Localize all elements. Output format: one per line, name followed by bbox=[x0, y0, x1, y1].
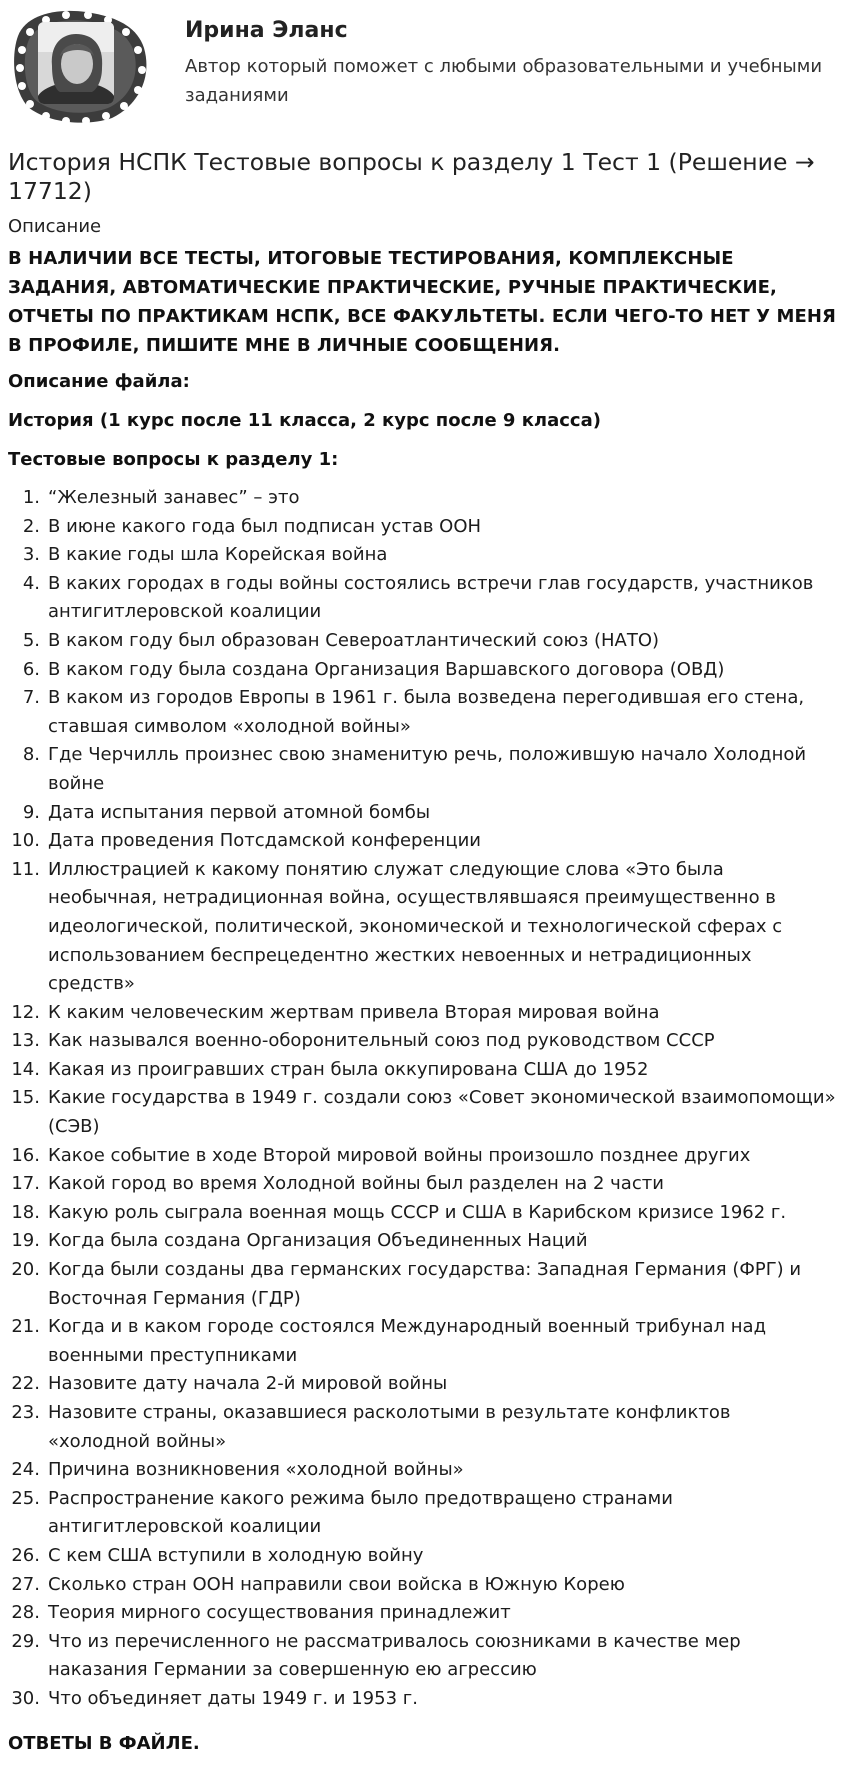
question-text: “Железный занавес” – это bbox=[48, 487, 300, 508]
question-number: 2. bbox=[22, 515, 40, 537]
question-text: В каких городах в годы войны состоялись встречи глав государств, участников антигитлеровской коалиции bbox=[48, 572, 814, 623]
question-item bbox=[8, 684, 838, 741]
question-item bbox=[8, 1599, 838, 1628]
question-number: 9. bbox=[22, 801, 40, 823]
question-text: Что из перечисленного не рассматривалось союзниками в качестве мер наказания Германии за совершенную ею агрессию bbox=[48, 1630, 741, 1681]
question-item bbox=[8, 541, 838, 570]
question-item bbox=[8, 1399, 838, 1456]
question-list bbox=[8, 484, 838, 1714]
section-label: Тестовые вопросы к разделу 1: bbox=[8, 449, 339, 470]
question-item bbox=[8, 827, 838, 856]
question-text: В каком из городов Европы в 1961 г. была возведена перегодившая его стена, ставшая символом «холодной войны» bbox=[48, 687, 805, 737]
question-number: 8. bbox=[22, 744, 40, 766]
question-text: Сколько стран ООН направили свои войска в Южную Корею bbox=[48, 1573, 625, 1595]
question-number: 5. bbox=[22, 629, 40, 651]
question-item bbox=[8, 1256, 838, 1313]
question-text: Причина возникновения «холодной войны» bbox=[48, 1459, 464, 1481]
question-number: 29. bbox=[11, 1630, 40, 1652]
question-number: 26. bbox=[11, 1544, 40, 1566]
question-item bbox=[8, 1542, 838, 1571]
question-number: 7. bbox=[22, 687, 40, 709]
question-number: 19. bbox=[11, 1230, 40, 1252]
question-item bbox=[8, 1370, 838, 1399]
question-text: Назовите дату начала 2-й мировой войны bbox=[48, 1373, 448, 1395]
question-text: Какие государства в 1949 г. создали союз «Совет экономической взаимопомощи» (СЭВ) bbox=[48, 1087, 836, 1138]
question-text: Иллюстрацией к какому понятию служат следующие слова «Это была необычная, нетрадиционная война, осуществлявшаяся преимущественно в идеологической, политической, экономической и технологической сферах с использованием беспрецедентно жестких невоенных и нетрадиционных средств» bbox=[48, 858, 783, 995]
question-text: Когда были созданы два германских государства: Западная Германия (ФРГ) и Восточная Германия (ГДР) bbox=[48, 1259, 802, 1309]
question-item bbox=[8, 1571, 838, 1600]
question-number: 11. bbox=[11, 858, 40, 880]
question-number: 10. bbox=[11, 830, 40, 852]
question-item bbox=[8, 1199, 838, 1228]
question-number: 15. bbox=[11, 1087, 40, 1109]
question-item bbox=[8, 656, 838, 685]
question-number: 1. bbox=[22, 487, 40, 508]
question-number: 25. bbox=[11, 1487, 40, 1509]
question-item bbox=[8, 1227, 838, 1256]
question-item bbox=[8, 1056, 838, 1085]
question-item bbox=[8, 1084, 838, 1141]
course-line: История (1 курс после 11 класса, 2 курс после 9 класса) bbox=[8, 410, 601, 431]
notice-text: В НАЛИЧИИ ВСЕ ТЕСТЫ, ИТОГОВЫЕ ТЕСТИРОВАНИЯ, КОМПЛЕКСНЫЕ ЗАДАНИЯ, АВТОМАТИЧЕСКИЕ ПРАКТИЧЕСКИЕ, РУЧНЫЕ ПРАКТИЧЕСКИЕ, ОТЧЕТЫ ПО ПРАКТИКАМ НСПК, ВСЕ ФАКУЛЬТЕТЫ. ЕСЛИ ЧЕГО-ТО НЕТ У МЕНЯ В ПРОФИЛЕ, ПИШИТЕ МНЕ В ЛИЧНЫЕ СООБЩЕНИЯ. bbox=[8, 248, 837, 356]
question-text: Когда и в каком городе состоялся Международный военный трибунал над военными преступниками bbox=[48, 1316, 767, 1366]
question-item bbox=[8, 1456, 838, 1485]
question-item bbox=[8, 1313, 838, 1370]
description-label: Описание bbox=[8, 216, 102, 237]
question-item bbox=[8, 1142, 838, 1171]
question-text: Какая из проигравших стран была оккупирована США до 1952 bbox=[48, 1058, 649, 1080]
question-text: Где Черчилль произнес свою знаменитую речь, положившую начало Холодной войне bbox=[48, 744, 807, 794]
question-number: 20. bbox=[11, 1259, 40, 1281]
question-text: Назовите страны, оказавшиеся расколотыми в результате конфликтов «холодной войны» bbox=[48, 1402, 731, 1452]
question-text: В июне какого года был подписан устав ООН bbox=[48, 515, 482, 537]
question-number: 30. bbox=[11, 1687, 40, 1709]
question-number: 16. bbox=[11, 1144, 40, 1166]
question-number: 23. bbox=[11, 1402, 40, 1423]
question-number: 12. bbox=[11, 1001, 40, 1023]
avatar-film-frame-image bbox=[8, 6, 153, 126]
question-item bbox=[8, 856, 838, 999]
question-item bbox=[8, 1685, 838, 1714]
question-text: В каком году была создана Организация Варшавского договора (ОВД) bbox=[48, 658, 725, 680]
question-number: 14. bbox=[11, 1058, 40, 1080]
question-number: 3. bbox=[22, 544, 40, 566]
question-item bbox=[8, 799, 838, 828]
question-item bbox=[8, 570, 838, 627]
question-text: Когда была создана Организация Объединенных Наций bbox=[48, 1230, 588, 1252]
question-number: 18. bbox=[11, 1201, 40, 1223]
question-number: 4. bbox=[22, 572, 40, 594]
question-text: С кем США вступили в холодную войну bbox=[48, 1544, 424, 1566]
question-text: В какие годы шла Корейская война bbox=[48, 544, 388, 566]
question-number: 28. bbox=[11, 1602, 40, 1624]
question-item bbox=[8, 1170, 838, 1199]
answers-note: ОТВЕТЫ В ФАЙЛЕ. bbox=[8, 1733, 200, 1754]
document-title: История НСПК Тестовые вопросы к разделу 1 Тест 1 (Решение → 17712) bbox=[8, 148, 815, 205]
question-item bbox=[8, 741, 838, 798]
question-item bbox=[8, 484, 838, 513]
question-text: Распространение какого режима было предотвращено странами антигитлеровской коалиции bbox=[48, 1487, 673, 1538]
question-number: 24. bbox=[11, 1459, 40, 1481]
question-item bbox=[8, 513, 838, 542]
question-text: Дата испытания первой атомной бомбы bbox=[48, 801, 431, 823]
avatar[interactable] bbox=[8, 6, 153, 126]
question-text: Дата проведения Потсдамской конференции bbox=[48, 830, 481, 852]
question-item bbox=[8, 627, 838, 656]
question-number: 6. bbox=[22, 658, 40, 680]
question-text: Теория мирного сосуществования принадлежит bbox=[48, 1602, 511, 1624]
question-item bbox=[8, 1628, 838, 1685]
question-text: Как назывался военно-оборонительный союз под руководством СССР bbox=[48, 1030, 715, 1052]
question-text: В каком году был образован Североатлантический союз (НАТО) bbox=[48, 629, 660, 651]
question-item bbox=[8, 1485, 838, 1542]
question-item bbox=[8, 1027, 838, 1056]
author-card bbox=[8, 6, 839, 126]
question-text: Какую роль сыграла военная мощь СССР и США в Карибском кризисе 1962 г. bbox=[48, 1201, 787, 1223]
question-number: 21. bbox=[11, 1316, 40, 1338]
question-text: Какое событие в ходе Второй мировой войны произошло позднее других bbox=[48, 1144, 751, 1166]
question-number: 27. bbox=[11, 1573, 40, 1595]
author-bio: Автор который поможет с любыми образовательными и учебными заданиями bbox=[185, 56, 823, 106]
question-number: 13. bbox=[11, 1030, 40, 1052]
question-number: 17. bbox=[11, 1173, 40, 1195]
question-text: К каким человеческим жертвам привела Вторая мировая война bbox=[48, 1001, 660, 1023]
question-text: Какой город во время Холодной войны был разделен на 2 части bbox=[48, 1173, 664, 1195]
author-name[interactable]: Ирина Эланс bbox=[185, 18, 348, 43]
question-item bbox=[8, 999, 838, 1028]
question-number: 22. bbox=[11, 1373, 40, 1395]
file-description-label: Описание файла: bbox=[8, 371, 190, 392]
question-text: Что объединяет даты 1949 г. и 1953 г. bbox=[48, 1687, 418, 1709]
